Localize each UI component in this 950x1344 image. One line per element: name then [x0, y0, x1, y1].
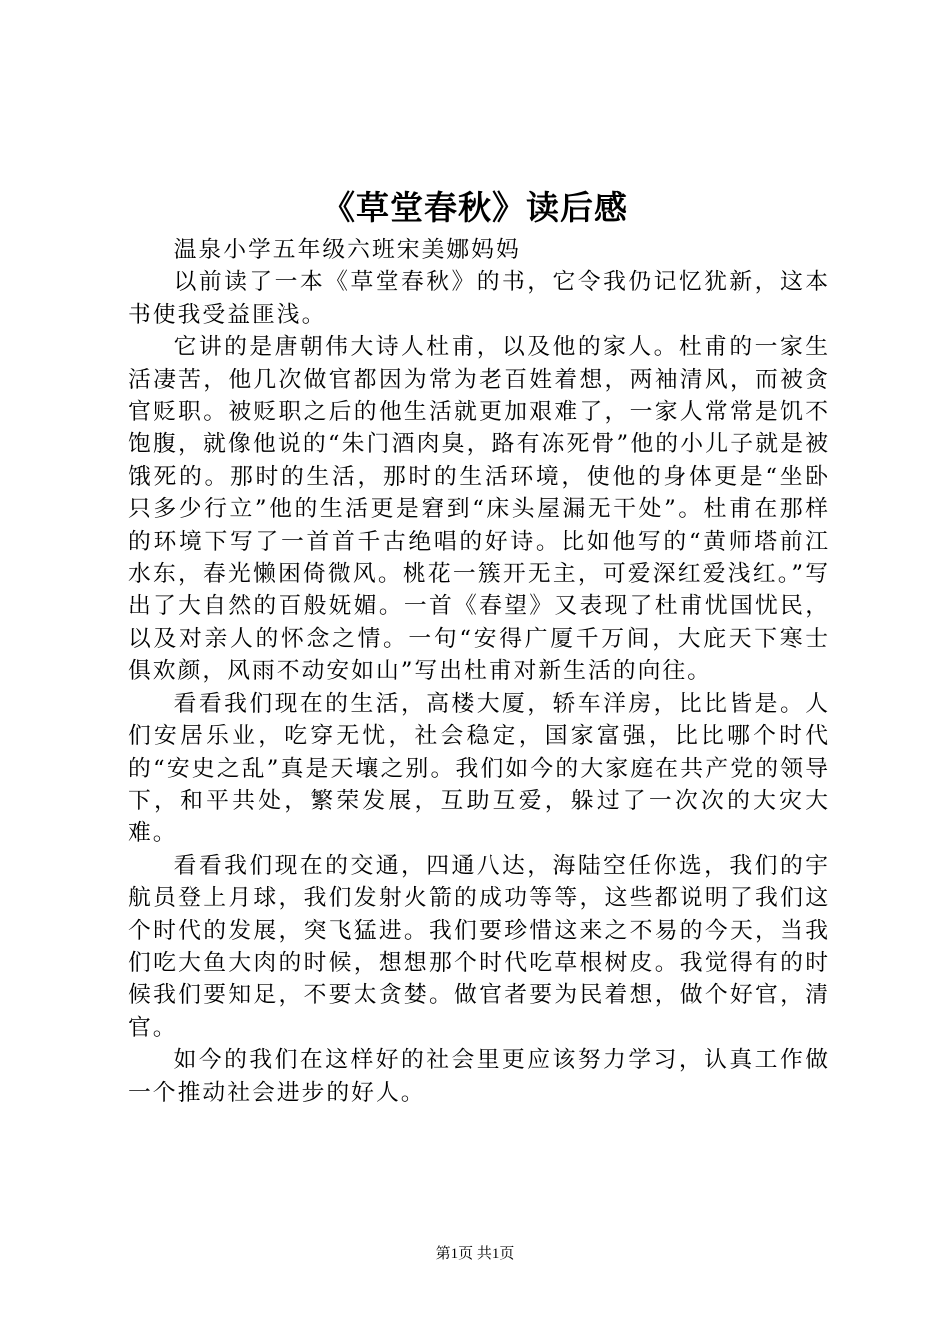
document-body: [128, 234, 830, 1109]
paragraph-modern-life: 看看我们现在的生活，高楼大厦，轿车洋房，比比皆是。人们安居乐业，吃穿无忧，社会稳定，国家富强，比比哪个时代的“安史之乱”真是天壤之别。我们如今的大家庭在共产党的领导下，和平共处，繁荣发展，互助互爱，躲过了一次次的大灾大难。: [128, 690, 830, 847]
paragraph-conclusion: 如今的我们在这样好的社会里更应该努力学习，认真工作做一个推动社会进步的好人。: [128, 1047, 830, 1106]
author-line: 温泉小学五年级六班宋美娜妈妈: [173, 237, 521, 263]
page-number-footer: 第1页 共1页: [435, 1246, 515, 1262]
paragraph-transport: 看看我们现在的交通，四通八达，海陆空任你选，我们的宇航员登上月球，我们发射火箭的成功等等，这些都说明了我们这个时代的发展，突飞猛进。我们要珍惜这来之不易的今天，当我们吃大鱼大肉的时候，想想那个时代吃草根树皮。我觉得有的时候我们要知足，不要太贪婪。做官者要为民着想，做个好官，清官。: [128, 852, 830, 1041]
paragraph-intro: 以前读了一本《草堂春秋》的书，它令我仍记忆犹新，这本书使我受益匪浅。: [128, 269, 830, 328]
paragraph-du-fu: 它讲的是唐朝伟大诗人杜甫，以及他的家人。杜甫的一家生活凄苦，他几次做官都因为常为老百姓着想，两袖清风，而被贪官贬职。被贬职之后的他生活就更加艰难了，一家人常常是饥不饱腹，就像他说的“朱门酒肉臭，路有冻死骨”他的小儿子就是被饿死的。那时的生活，那时的生活环境，使他的身体更是“坐卧只多少行立”他的生活更是窘到“床头屋漏无干处”。杜甫在那样的环境下写了一首首千古绝唱的好诗。比如他写的“黄师塔前江水东，春光懒困倚微风。桃花一簇开无主，可爱深红爱浅红。”写出了大自然的百般妩媚。一首《春望》又表现了杜甫忧国忧民，以及对亲人的怀念之情。一句“安得广厦千万间，大庇天下寒士俱欢颜，风雨不动安如山”写出杜甫对新生活的向往。: [128, 334, 830, 685]
document-title: 《草堂春秋》读后感: [322, 188, 628, 227]
